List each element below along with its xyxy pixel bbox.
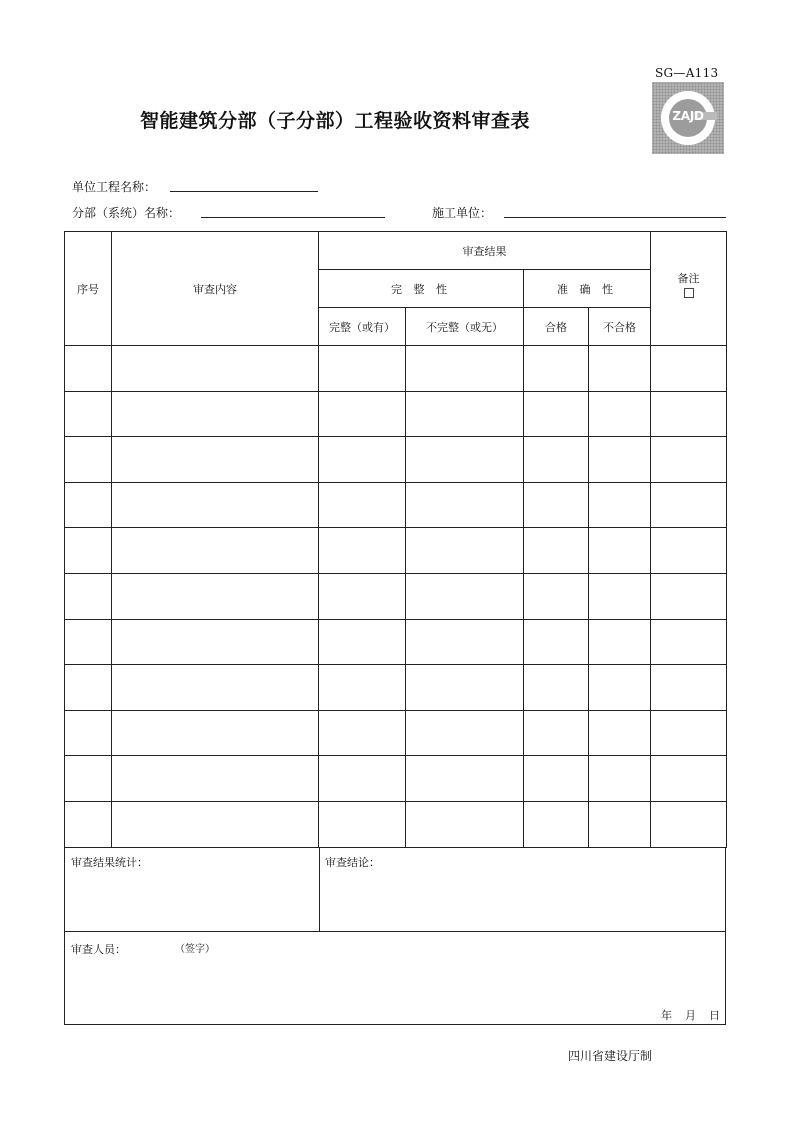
header-content: 审查内容 (112, 232, 319, 346)
cell-pass[interactable] (524, 391, 589, 437)
cell-incomplete[interactable] (406, 482, 524, 528)
cell-pass[interactable] (524, 437, 589, 483)
cell-seq[interactable] (65, 573, 112, 619)
cell-pass[interactable] (524, 573, 589, 619)
cell-pass[interactable] (524, 482, 589, 528)
cell-fail[interactable] (589, 619, 651, 665)
cell-incomplete[interactable] (406, 665, 524, 711)
cell-fail[interactable] (589, 801, 651, 847)
cell-content[interactable] (112, 756, 319, 802)
cell-complete[interactable] (319, 619, 406, 665)
conclusion-label: 审查结论： (325, 856, 380, 869)
cell-fail[interactable] (589, 573, 651, 619)
header-complete: 完整（或有） (319, 308, 406, 346)
unit-project-field[interactable] (170, 191, 318, 192)
cell-content[interactable] (112, 391, 319, 437)
contractor-field[interactable] (504, 217, 726, 218)
cell-pass[interactable] (524, 619, 589, 665)
cell-content[interactable] (112, 346, 319, 392)
cell-remark[interactable] (651, 801, 727, 847)
cell-pass[interactable] (524, 801, 589, 847)
header-seq: 序号 (65, 232, 112, 346)
table-row (65, 346, 727, 392)
cell-complete[interactable] (319, 346, 406, 392)
header-completeness: 完 整 性 (319, 270, 524, 308)
cell-remark[interactable] (651, 619, 727, 665)
cell-complete[interactable] (319, 573, 406, 619)
cell-complete[interactable] (319, 528, 406, 574)
cell-remark[interactable] (651, 756, 727, 802)
cell-content[interactable] (112, 528, 319, 574)
cell-pass[interactable] (524, 756, 589, 802)
contractor-label: 施工单位： (432, 206, 493, 220)
issuer-footer: 四川省建设厅制 (568, 1049, 653, 1063)
cell-fail[interactable] (589, 756, 651, 802)
cell-complete[interactable] (319, 801, 406, 847)
cell-remark[interactable] (651, 437, 727, 483)
cell-remark[interactable] (651, 665, 727, 711)
cell-content[interactable] (112, 482, 319, 528)
cell-complete[interactable] (319, 391, 406, 437)
cell-seq[interactable] (65, 346, 112, 392)
cell-seq[interactable] (65, 665, 112, 711)
cell-remark[interactable] (651, 528, 727, 574)
cell-remark[interactable] (651, 482, 727, 528)
remark-checkbox[interactable] (684, 288, 694, 298)
cell-fail[interactable] (589, 391, 651, 437)
cell-seq[interactable] (65, 437, 112, 483)
cell-fail[interactable] (589, 482, 651, 528)
cell-complete[interactable] (319, 482, 406, 528)
cell-complete[interactable] (319, 665, 406, 711)
cell-incomplete[interactable] (406, 573, 524, 619)
table-row (65, 801, 727, 847)
cell-complete[interactable] (319, 710, 406, 756)
cell-incomplete[interactable] (406, 619, 524, 665)
cell-remark[interactable] (651, 710, 727, 756)
cell-pass[interactable] (524, 665, 589, 711)
cell-incomplete[interactable] (406, 801, 524, 847)
cell-seq[interactable] (65, 710, 112, 756)
cell-fail[interactable] (589, 710, 651, 756)
cell-seq[interactable] (65, 756, 112, 802)
cell-content[interactable] (112, 619, 319, 665)
reviewer-label: 审查人员： (71, 943, 126, 956)
date-month: 月 (685, 1009, 696, 1022)
cell-seq[interactable] (65, 391, 112, 437)
table-row (65, 573, 727, 619)
cell-remark[interactable] (651, 391, 727, 437)
header-fail: 不合格 (589, 308, 651, 346)
stats-label: 审查结果统计： (71, 856, 148, 869)
subsection-field[interactable] (201, 217, 385, 218)
reviewer-block (64, 931, 726, 1025)
cell-seq[interactable] (65, 528, 112, 574)
table-row (65, 665, 727, 711)
table-row (65, 391, 727, 437)
cell-content[interactable] (112, 437, 319, 483)
cell-content[interactable] (112, 710, 319, 756)
review-table (64, 231, 727, 848)
table-row (65, 482, 727, 528)
cell-fail[interactable] (589, 346, 651, 392)
table-row (65, 437, 727, 483)
cell-content[interactable] (112, 573, 319, 619)
page-title: 智能建筑分部（子分部）工程验收资料审查表 (140, 110, 531, 132)
logo-text: ZAJD (672, 109, 704, 123)
cell-content[interactable] (112, 801, 319, 847)
cell-fail[interactable] (589, 528, 651, 574)
cell-seq[interactable] (65, 482, 112, 528)
cell-remark[interactable] (651, 573, 727, 619)
table-row (65, 756, 727, 802)
header-accuracy: 准 确 性 (524, 270, 651, 308)
cell-incomplete[interactable] (406, 756, 524, 802)
header-pass: 合格 (524, 308, 589, 346)
cell-incomplete[interactable] (406, 437, 524, 483)
cell-pass[interactable] (524, 346, 589, 392)
subsection-label: 分部（系统）名称： (72, 206, 181, 220)
cell-seq[interactable] (65, 619, 112, 665)
cell-incomplete[interactable] (406, 710, 524, 756)
table-row (65, 528, 727, 574)
cell-remark[interactable] (651, 346, 727, 392)
header-result: 审查结果 (319, 232, 651, 270)
header-incomplete: 不完整（或无） (406, 308, 524, 346)
cell-content[interactable] (112, 665, 319, 711)
signature-hint: （签字） (175, 944, 215, 955)
unit-project-label: 单位工程名称： (72, 180, 157, 194)
header-remark: 备注 (677, 272, 700, 285)
cell-pass[interactable] (524, 528, 589, 574)
table-row (65, 619, 727, 665)
cell-incomplete[interactable] (406, 528, 524, 574)
cell-seq[interactable] (65, 801, 112, 847)
zajd-logo (652, 82, 724, 154)
date-year: 年 (661, 1009, 672, 1022)
header-remark-cell (651, 232, 727, 346)
table-row (65, 710, 727, 756)
date-day: 日 (709, 1009, 720, 1022)
cell-incomplete[interactable] (406, 391, 524, 437)
cell-fail[interactable] (589, 437, 651, 483)
cell-pass[interactable] (524, 710, 589, 756)
summary-block (64, 847, 726, 932)
cell-fail[interactable] (589, 665, 651, 711)
cell-complete[interactable] (319, 756, 406, 802)
cell-complete[interactable] (319, 437, 406, 483)
form-code: SG—A113 (655, 66, 719, 80)
cell-incomplete[interactable] (406, 346, 524, 392)
